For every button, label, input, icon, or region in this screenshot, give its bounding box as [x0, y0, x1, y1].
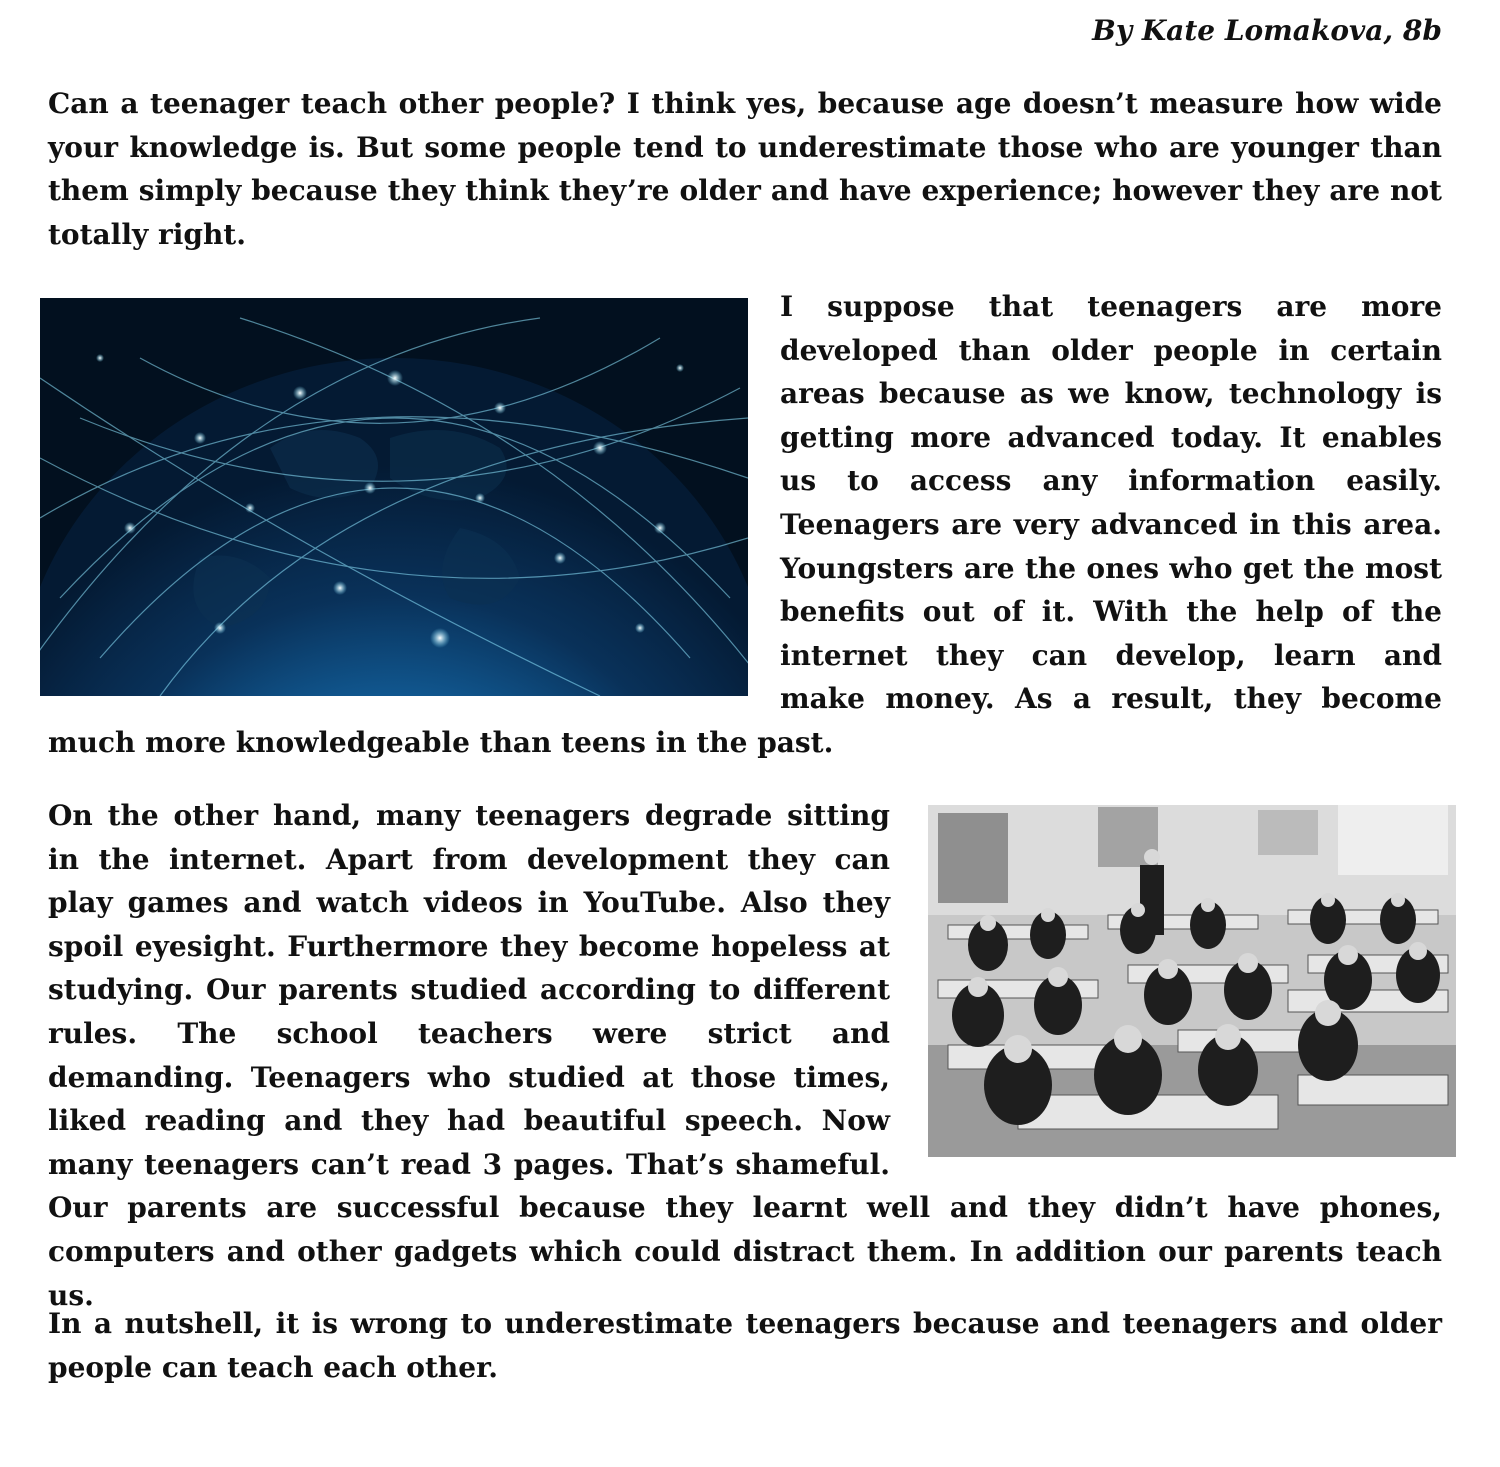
technology-paragraph — [48, 285, 1442, 765]
globe-image-spacer — [40, 285, 760, 705]
author-byline: By Kate Lomakova, 8b — [1092, 14, 1442, 47]
conclusion-paragraph: In a nutshell, it is wrong to underestimate teenagers because and teenagers and older people can teach each other. — [48, 1307, 1442, 1384]
classroom-photo-spacer — [918, 800, 1456, 1168]
counterpoint-paragraph-text: On the other hand, many teenagers degrade sitting in the internet. Apart from development they can play games and watch videos in YouTube. Also they spoil eyesight. Furthermore they become hopeless at studying. Our parents studied according to different rules. The school teachers were strict and demanding. Teenagers who studied at those times, liked reading and they had beautiful speech. Now many teenagers can’t read 3 pages. That’s shameful. Our parents are successful because they learnt well and they didn’t have phones, computers and other gadgets which could distract them. In addition our parents teach us. — [48, 799, 1442, 1312]
counterpoint-paragraph — [48, 794, 1442, 1317]
technology-paragraph-text: I suppose that teenagers are more developed than older people in certain areas because as we know, technology is getting more advanced today. It enables us to access any information easily. Teenagers are very advanced in this area. Youngsters are the ones who get the most benefits out of it. With the help of the internet they can develop, learn and make money. As a result, they become much more knowledgeable than teens in the past. — [48, 290, 1442, 759]
intro-paragraph: Can a teenager teach other people? I think yes, because age doesn’t measure how wide your knowledge is. But some people tend to underestimate those who are younger than them simply because they think they’re older and have experience; however they are not totally right. — [48, 87, 1442, 251]
